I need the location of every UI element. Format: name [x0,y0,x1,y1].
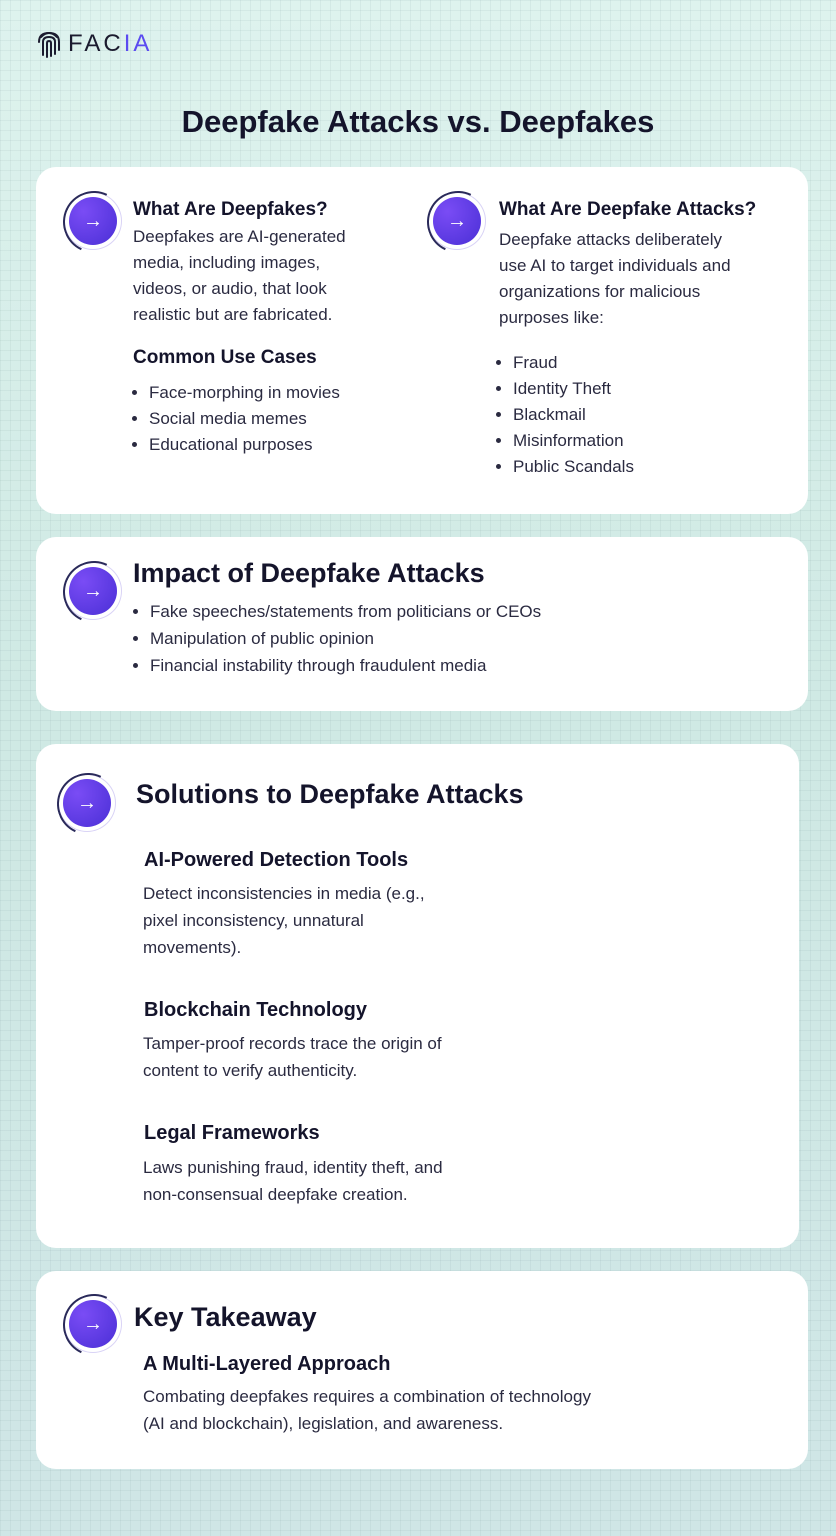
solution-title: Legal Frameworks [144,1122,320,1144]
attacks-description: Deepfake attacks deliberately use AI to target individuals and organizations for malicious purposes like: [499,230,731,327]
list-item: • Public Scandals [513,454,634,480]
solutions-heading: Solutions to Deepfake Attacks [136,779,524,809]
attack-purposes-list [495,350,634,480]
arrow-right-icon: → [69,1300,117,1348]
arrow-right-icon: → [433,197,481,245]
solution-description: Tamper-proof records trace the origin of content to verify authenticity. [143,1034,442,1080]
page-title: Deepfake Attacks vs. Deepfakes [181,104,655,139]
list-item: • Misinformation [513,428,634,454]
arrow-right-icon: → [69,567,117,615]
solution-title: AI-Powered Detection Tools [144,849,409,871]
deepfakes-heading: What Are Deepfakes? [133,199,328,220]
list-item: • Financial instability through fraudulent media [150,652,541,679]
solution-description: Laws punishing fraud, identity theft, and non-consensual deepfake creation. [143,1158,443,1204]
solution-description: Detect inconsistencies in media (e.g., pixel inconsistency, unnatural movements). [143,884,425,957]
takeaway-heading: Key Takeaway [134,1302,317,1332]
use-cases-heading: Common Use Cases [133,347,317,368]
takeaway-description: Combating deepfakes requires a combination of technology (AI and blockchain), legislation, and awareness. [143,1387,591,1433]
impact-heading: Impact of Deepfake Attacks [133,558,485,588]
solution-title: Blockchain Technology [144,999,367,1021]
list-item: • Fake speeches/statements from politicians or CEOs [150,598,541,625]
list-item: • Identity Theft [513,376,634,402]
list-item: • Manipulation of public opinion [150,625,541,652]
impact-list [132,598,541,679]
list-item: • Fraud [513,350,634,376]
fingerprint-icon [36,28,62,60]
deepfakes-description: Deepfakes are AI-generated media, including images, videos, or audio, that look realistic but are fabricated. [133,227,346,324]
use-cases-list [131,380,340,458]
arrow-right-icon: → [63,779,111,827]
brand-name: FACIA [68,30,153,57]
attacks-heading: What Are Deepfake Attacks? [499,199,757,220]
list-item: • Face-morphing in movies [149,380,340,406]
takeaway-subheading: A Multi-Layered Approach [143,1353,391,1375]
brand-logo [36,28,152,60]
solutions-card [36,744,799,1248]
list-item: • Blackmail [513,402,634,428]
impact-card [36,537,808,711]
list-item: • Educational purposes [149,432,340,458]
definitions-card [36,167,808,514]
arrow-right-icon: → [69,197,117,245]
list-item: • Social media memes [149,406,340,432]
takeaway-card [36,1271,808,1469]
